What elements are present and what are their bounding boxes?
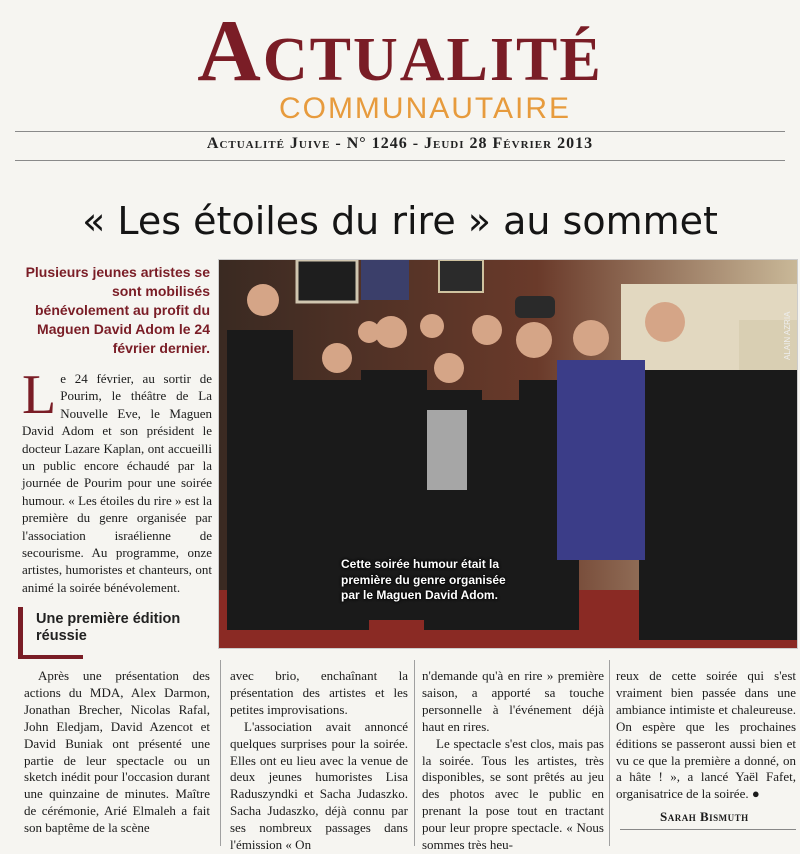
body-column-1 — [24, 668, 210, 837]
body-column-2 — [230, 668, 408, 854]
article-headline: « Les étoiles du rire » au sommet — [82, 199, 718, 243]
masthead-subtitle: COMMUNAUTAIRE — [278, 92, 572, 125]
body-paragraph: Le spectacle s'est clos, mais pas la soirée. Tous les artistes, très disponibles, se sont prêtés au jeu des photos avec le public en prenant la pose tout en tractant pour leur propre spectacle. « Nous sommes très heu- — [422, 735, 604, 853]
body-paragraph: Après une présentation des actions du MDA, Alex Darmon, Jonathan Brecher, Nicolas Rafal, John Eledjam, David Azencot et David Buniak ont présenté une partie de leur spectacle ou un sketch inédit pour l'occasion durant une quinzaine de minutes. Maître de cérémonie, Arié Elmaleh a fait son baptême de la scène — [24, 668, 210, 836]
issue-line: Actualité Juive - N° 1246 - Jeudi 28 Février 2013 — [206, 135, 594, 152]
group-photo — [218, 259, 798, 649]
author-rule — [620, 829, 796, 830]
body-paragraph: reux de cette soirée qui s'est vraiment bien passée dans une ambiance intimiste et chaleureuse. On espère que les prochaines éditions se passeront aussi bien et vu ce que la première a donné, on a hâte ! », a lancé Yaël Fafet, organisatrice de la soirée. ● — [616, 668, 796, 802]
issue-rule — [15, 160, 785, 161]
masthead-title: Actualité — [197, 3, 603, 100]
article-subhead: Une première édition réussie — [36, 611, 181, 644]
column-divider — [609, 660, 610, 846]
article-lede: Plusieurs jeunes artistes se sont mobilisés bénévolement au profit du Maguen David Adom le 24 février dernier. — [25, 264, 210, 356]
body-paragraph: n'demande qu'à en rire » première saison, a apporté sa touche personnelle à l'événement déjà haut en rires. — [422, 668, 604, 734]
masthead — [0, 0, 800, 130]
drop-cap: L — [22, 364, 57, 426]
photo-caption: Cette soirée humour était la première du genre organisée par le Maguen David Adom. — [341, 557, 506, 602]
body-paragraph: L'association avait annoncé quelques surprises pour la soirée. Elles ont eu lieu avec la venue de deux jeunes humoristes Lisa Raduszyndki et Sacha Judaszko. Sacha Judaszko, déjà connu par ses nombreux passages dans l'émission « On — [230, 718, 408, 853]
body-column-4 — [616, 668, 796, 803]
photo-credit: ALAIN AZRIA — [783, 311, 792, 360]
author-byline: Sarah Bismuth — [660, 809, 749, 824]
body-paragraph: avec brio, enchaînant la présentation des artistes et les petites improvisations. — [230, 668, 408, 717]
article-intro — [22, 364, 212, 596]
body-column-3 — [422, 668, 604, 854]
column-divider — [220, 660, 221, 846]
intro-text: e 24 février, au sortir de Pourim, le théâtre de La Nouvelle Eve, le Maguen David Adom et son président le docteur Lazare Kaplan, ont accueilli un public encore échaudé par la journée de Pourim pour une soirée humour. « Les étoiles du rire » est la première du genre organisée par l'association israélienne de secourisme. Au programme, onze artistes, humoristes et chanteurs, ont animé la soirée bénévolement. — [22, 371, 212, 595]
column-divider — [414, 660, 415, 846]
top-rule — [15, 131, 785, 132]
